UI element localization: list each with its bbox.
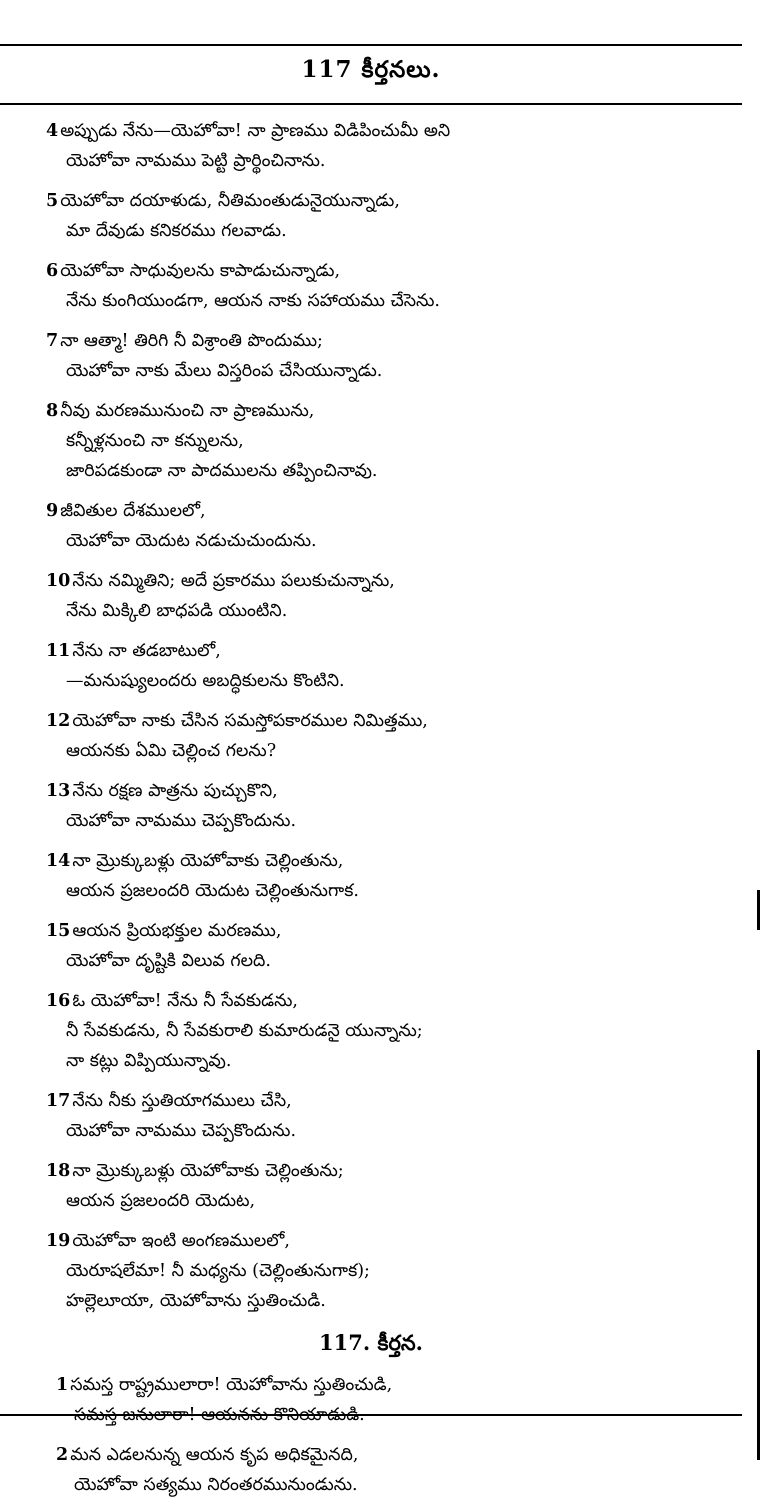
verse-first-line xyxy=(0,986,742,1016)
verse-text: సమస్త జనులారా! ఆయనను కొనియాడుడి. xyxy=(74,1405,365,1425)
verse-continuation-line xyxy=(0,1186,742,1216)
psalm-117-section xyxy=(0,1370,742,1500)
verse xyxy=(0,116,742,176)
verse-number: 18 xyxy=(46,1161,71,1181)
verse-text: యెహోవా నాకు చేసిన సమస్తోపకారముల నిమిత్తము, xyxy=(72,711,428,731)
verse-continuation-line xyxy=(0,1286,742,1316)
verse-text: హల్లెలూయా, యెహోవాను స్తుతించుడి. xyxy=(66,1291,326,1311)
verse-continuation-line xyxy=(0,526,742,556)
verse-text: ఆయన ప్రజలందరి యెదుట, xyxy=(66,1191,256,1211)
verse xyxy=(0,1226,742,1316)
verse-continuation-line xyxy=(0,426,742,456)
verse-number: 19 xyxy=(46,1231,71,1251)
verse-continuation-line xyxy=(0,596,742,626)
verse-number: 15 xyxy=(46,921,71,941)
verse-first-line xyxy=(0,1226,742,1256)
verse-first-line xyxy=(0,566,742,596)
verse-text: నేను నా తడబాటులో, xyxy=(72,641,221,661)
verse-continuation-line xyxy=(0,1116,742,1146)
verse-continuation-line xyxy=(0,456,742,486)
verse-first-line xyxy=(0,636,742,666)
verse-text: యెహోవా నామము పెట్టి ప్రార్థించినాను. xyxy=(66,151,326,171)
verse xyxy=(0,986,742,1076)
verse xyxy=(0,326,742,386)
verse xyxy=(0,496,742,556)
verse-first-line xyxy=(0,496,742,526)
verse-first-line xyxy=(0,116,742,146)
verse-first-line xyxy=(0,776,742,806)
page-header: 117 కీర్తనలు. xyxy=(301,56,441,83)
verse-first-line xyxy=(0,846,742,876)
verse xyxy=(0,1370,742,1430)
verse-text: నా ఆత్మా! తిరిగి నీ విశ్రాంతి పొందుము; xyxy=(60,331,323,351)
verse-first-line xyxy=(0,706,742,736)
verse-text: నేను నమ్మితిని; అదే ప్రకారము పలుకుచున్నాను, xyxy=(72,571,395,591)
verse-continuation-line xyxy=(0,1470,742,1500)
bottom-rule xyxy=(0,1414,742,1416)
verse-number: 16 xyxy=(46,991,71,1011)
verse-continuation-line xyxy=(0,946,742,976)
verse-continuation-line xyxy=(0,806,742,836)
verse-text: నేను రక్షణ పాత్రను పుచ్చుకొని, xyxy=(72,781,278,801)
verse-number: 8 xyxy=(46,401,59,421)
verse-text: యెరూషలేమా! నీ మధ్యను (చెల్లింతునుగాక); xyxy=(66,1261,370,1281)
verse-number: 10 xyxy=(46,571,71,591)
verse xyxy=(0,1156,742,1216)
verse-continuation-line xyxy=(0,1016,742,1046)
verse xyxy=(0,776,742,836)
verse-text: జారిపడకుండా నా పాదములను తప్పించినావు. xyxy=(66,461,378,481)
verse-number: 9 xyxy=(46,501,59,521)
verse-number: 6 xyxy=(46,261,59,281)
verse xyxy=(0,916,742,976)
verse-text: యెహోవా నామము చెప్పకొందును. xyxy=(66,811,297,831)
verse-continuation-line xyxy=(0,666,742,696)
verse-continuation-line xyxy=(0,216,742,246)
verse-text: యెహోవా యెదుట నడుచుచుందును. xyxy=(66,531,317,551)
verse-text: నా మ్రొక్కుబళ్లు యెహోవాకు చెల్లింతును, xyxy=(72,851,344,871)
verse-continuation-line xyxy=(0,1046,742,1076)
verse-first-line xyxy=(0,1086,742,1116)
verse xyxy=(0,706,742,766)
verse-number: 7 xyxy=(46,331,59,351)
verse-text: నీవు మరణమునుంచి నా ప్రాణమును, xyxy=(60,401,315,421)
verse xyxy=(0,846,742,906)
psalm-116-section xyxy=(0,116,742,1316)
verse-first-line xyxy=(0,1156,742,1186)
verse-first-line xyxy=(0,256,742,286)
verse-text: సమస్త రాష్ట్రములారా! యెహోవాను స్తుతించుడి, xyxy=(70,1375,393,1395)
verse-text: మన ఎడలనున్న ఆయన కృప అధికమైనది, xyxy=(70,1445,359,1465)
verse-number: 4 xyxy=(46,121,59,141)
verse-text: ఆయన ప్రియభక్తుల మరణము, xyxy=(72,921,282,941)
verse-first-line xyxy=(0,326,742,356)
top-rule xyxy=(0,44,742,46)
verse-text: నేను కుంగియుండగా, ఆయన నాకు సహాయము చేసెను. xyxy=(66,291,440,311)
verse-text: యెహోవా నామము చెప్పకొందును. xyxy=(66,1121,297,1141)
verse xyxy=(0,396,742,486)
verse-number: 14 xyxy=(46,851,71,871)
verse-continuation-line xyxy=(0,146,742,176)
header-rule xyxy=(0,103,742,105)
verse xyxy=(0,636,742,696)
verse-continuation-line xyxy=(0,876,742,906)
verse-text: యెహోవా దయాళుడు, నీతిమంతుడునైయున్నాడు, xyxy=(60,191,400,211)
verse-text: యెహోవా ఇంటి అంగణములలో, xyxy=(72,1231,290,1251)
verse-number: 2 xyxy=(56,1445,69,1465)
verse xyxy=(0,186,742,246)
verse-first-line xyxy=(0,916,742,946)
verse-text: నా మ్రొక్కుబళ్లు యెహోవాకు చెల్లింతును; xyxy=(72,1161,344,1181)
verse-first-line xyxy=(0,1440,742,1470)
verse-text: నేను మిక్కిలి బాధపడి యుంటిని. xyxy=(66,601,288,621)
verse-continuation-line xyxy=(0,356,742,386)
verse-text: —మనుష్యులందరు అబద్ధికులను కొంటిని. xyxy=(66,671,345,691)
verse-continuation-line xyxy=(0,286,742,316)
verse-first-line xyxy=(0,1370,742,1400)
verse-text: యెహోవా నాకు మేలు విస్తరింప చేసియున్నాడు. xyxy=(66,361,383,381)
verse-text: ఆయనకు ఏమి చెల్లించ గలను? xyxy=(66,741,277,761)
verse-continuation-line xyxy=(0,736,742,766)
verse-text: మా దేవుడు కనికరము గలవాడు. xyxy=(66,221,287,241)
verse-text: కన్నీళ్లనుంచి నా కన్నులను, xyxy=(66,431,244,451)
verse-text: నీ సేవకుడను, నీ సేవకురాలి కుమారుడనై యున్నాను; xyxy=(66,1021,423,1041)
verse-text: ఓ యెహోవా! నేను నీ సేవకుడను, xyxy=(72,991,298,1011)
verse-text: యెహోవా సాధువులను కాపాడుచున్నాడు, xyxy=(60,261,341,281)
verse-first-line xyxy=(0,186,742,216)
verse-number: 12 xyxy=(46,711,71,731)
verse-number: 11 xyxy=(46,641,71,661)
verse-text: అప్పుడు నేను—యెహోవా! నా ప్రాణము విడిపించుమీ అని xyxy=(60,121,451,141)
verse-number: 17 xyxy=(46,1091,71,1111)
verse xyxy=(0,1440,742,1500)
verse-text: నా కట్లు విప్పియున్నావు. xyxy=(66,1051,232,1071)
verse xyxy=(0,566,742,626)
verse-first-line xyxy=(0,396,742,426)
verse-number: 13 xyxy=(46,781,71,801)
psalm-117-heading: 117. కీర్తన. xyxy=(319,1330,423,1355)
verse-number: 1 xyxy=(56,1375,69,1395)
verse xyxy=(0,256,742,316)
verse xyxy=(0,1086,742,1146)
verse-text: యెహోవా దృష్టికి విలువ గలది. xyxy=(66,951,271,971)
verse-number: 5 xyxy=(46,191,59,211)
page-content xyxy=(0,116,742,1510)
verse-text: యెహోవా సత్యము నిరంతరమునుండును. xyxy=(74,1475,358,1495)
verse-text: జీవితుల దేశములలో, xyxy=(60,501,206,521)
verse-text: ఆయన ప్రజలందరి యెదుట చెల్లింతునుగాక. xyxy=(66,881,359,901)
verse-text: నేను నీకు స్తుతియాగములు చేసి, xyxy=(72,1091,292,1111)
verse-continuation-line xyxy=(0,1256,742,1286)
